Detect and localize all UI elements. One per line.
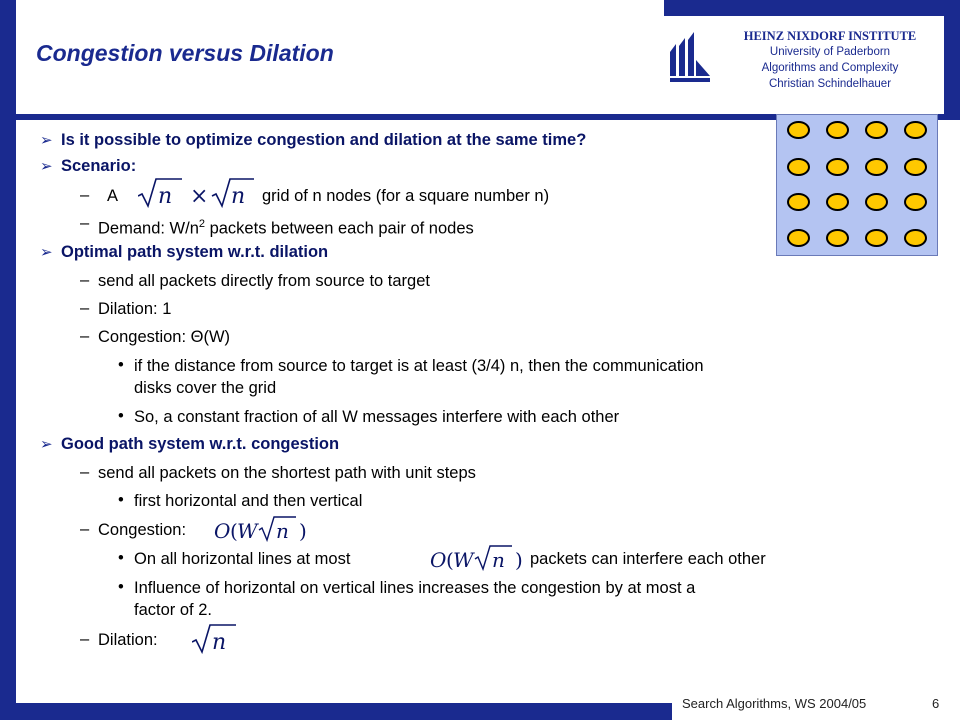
slide-title: Congestion versus Dilation	[36, 40, 334, 66]
page-number: 6	[932, 696, 940, 711]
grid-node	[826, 193, 849, 211]
optimal-item-2: Dilation: 1	[98, 300, 172, 318]
demand-line: Demand: $W/n^2$ packets between each pair of nodes	[98, 218, 474, 238]
frame-left-bar	[0, 0, 16, 720]
grid-node	[787, 229, 810, 247]
svg-text:n: n	[158, 184, 173, 209]
svg-text:(: (	[230, 519, 238, 543]
grid-node	[904, 229, 927, 247]
grid-line-suffix: grid of n nodes (for a square number n)	[262, 187, 550, 205]
good-subitem-3-line-2: factor of 2.	[134, 601, 212, 619]
university-name: University of Paderborn	[769, 46, 891, 58]
scenario-heading: Scenario:	[61, 157, 137, 175]
optimal-item-1: send all packets directly from source to target	[98, 272, 430, 290]
o-w-sqrt-n-formula	[214, 514, 314, 546]
svg-text:O: O	[430, 548, 447, 572]
arrow-bullet-icon: ➢	[40, 244, 53, 261]
optimal-item-3: Congestion: Θ(W)	[98, 328, 231, 346]
sqrt-n-times-sqrt-n-formula	[138, 176, 256, 210]
good-subitem-3-line-1: Influence of horizontal on vertical lines increases the congestion by at most a	[134, 579, 696, 597]
grid-node	[865, 158, 888, 176]
footer-course: Search Algorithms, WS 2004/05	[682, 696, 867, 711]
grid-node	[904, 121, 927, 139]
svg-text:n: n	[231, 184, 246, 209]
grid-node	[826, 229, 849, 247]
svg-text:n: n	[276, 519, 289, 543]
author-name: Christian Schindelhauer	[768, 78, 892, 90]
optimal-subitem-1-line-1: if the distance from source to target is at least (3/4) n, then the communication	[134, 357, 704, 375]
arrow-bullet-icon: ➢	[40, 158, 53, 175]
arrow-bullet-icon: ➢	[40, 436, 53, 453]
group-name: Algorithms and Complexity	[761, 62, 899, 74]
frame-bottom-bar	[0, 703, 672, 720]
good-item-3: Dilation:	[98, 631, 158, 649]
arrow-bullet-icon: ➢	[40, 132, 53, 149]
grid-node	[787, 121, 810, 139]
grid-node	[904, 158, 927, 176]
good-subitem-2-suffix: packets can interfere each other	[530, 550, 766, 568]
institute-logo-icon	[668, 30, 712, 82]
svg-text:O: O	[214, 519, 231, 543]
svg-text:n: n	[212, 630, 227, 655]
grid-node	[865, 193, 888, 211]
o-w-sqrt-n-formula	[430, 543, 530, 575]
grid-node	[865, 229, 888, 247]
frame-right-bar	[944, 0, 960, 114]
svg-text:): )	[515, 548, 523, 572]
grid-node	[787, 158, 810, 176]
good-item-2: Congestion:	[98, 521, 187, 539]
node-grid-illustration	[776, 114, 938, 256]
good-heading: Good path system w.r.t. congestion	[61, 435, 340, 453]
svg-text:(: (	[446, 548, 454, 572]
grid-node	[865, 121, 888, 139]
grid-node	[787, 193, 810, 211]
question-text: Is it possible to optimize congestion and dilation at the same time?	[61, 131, 587, 149]
svg-text:×: ×	[190, 184, 209, 209]
optimal-subitem-1-line-2: disks cover the grid	[134, 379, 277, 397]
sqrt-n-formula	[192, 622, 238, 656]
svg-text:n: n	[492, 548, 505, 572]
optimal-heading: Optimal path system w.r.t. dilation	[61, 243, 329, 261]
svg-text:W: W	[453, 548, 474, 572]
optimal-subitem-2: So, a constant fraction of all W messages interfere with each other	[134, 408, 620, 426]
good-subitem-2-prefix: On all horizontal lines at most	[134, 550, 351, 568]
grid-line-prefix: A	[107, 187, 119, 205]
institute-block	[716, 28, 944, 92]
institute-name: HEINZ NIXDORF INSTITUTE	[743, 29, 917, 43]
good-item-1: send all packets on the shortest path with unit steps	[98, 464, 476, 482]
svg-text:): )	[299, 519, 307, 543]
grid-node	[826, 158, 849, 176]
svg-text:W: W	[237, 519, 258, 543]
frame-top-bar	[664, 0, 960, 16]
grid-node	[904, 193, 927, 211]
grid-node	[826, 121, 849, 139]
good-subitem-1: first horizontal and then vertical	[134, 492, 363, 510]
